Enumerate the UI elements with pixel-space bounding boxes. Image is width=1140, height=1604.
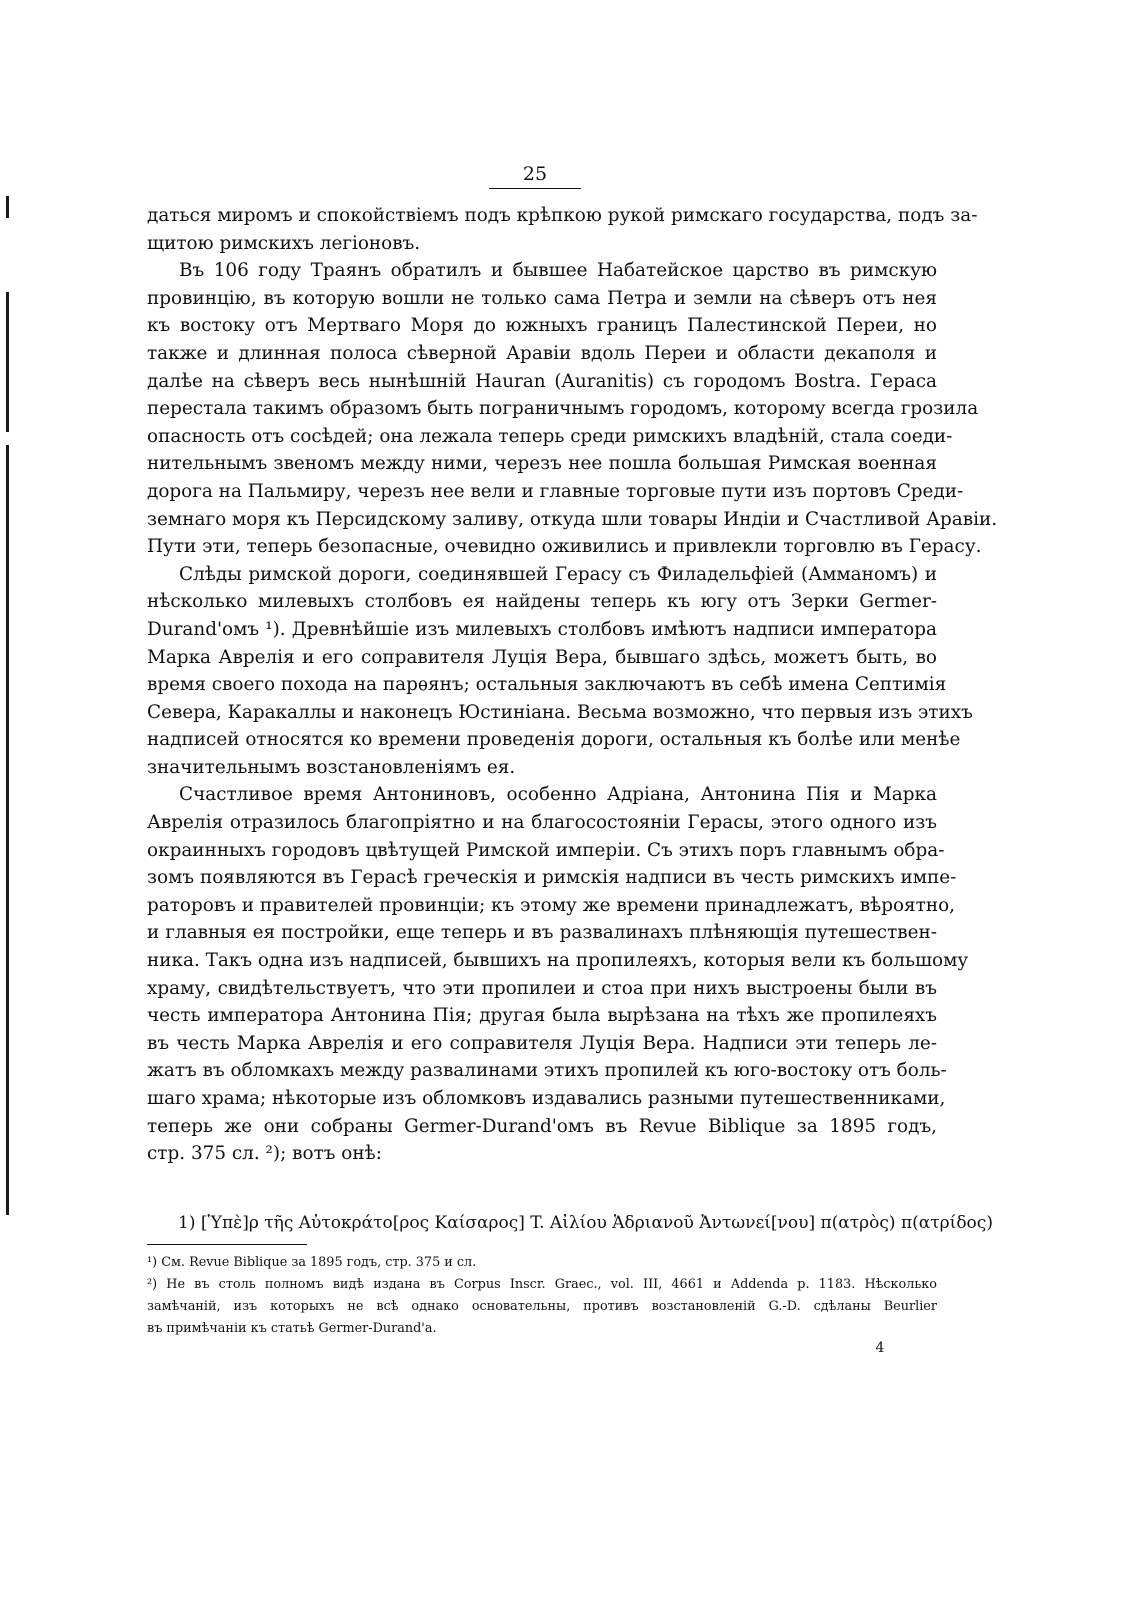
text-line: Счастливое время Антониновъ, особенно Адріана, Антонина Пія и Марка bbox=[179, 784, 937, 806]
scan-edge-mark bbox=[6, 292, 9, 432]
paragraph bbox=[147, 781, 969, 1167]
text-line: раторовъ и правителей провинціи; къ этому же времени принадлежатъ, вѣроятно, bbox=[147, 894, 955, 916]
footnotes bbox=[147, 1252, 937, 1340]
text-line: шаго храма; нѣкоторые изъ обломковъ издавались разными путешественниками, bbox=[147, 1088, 946, 1109]
text-line: опасность отъ сосѣдей; она лежала теперь среди римскихъ владѣній, стала соеди- bbox=[147, 425, 953, 447]
text-line: щитою римскихъ легіоновъ. bbox=[147, 232, 421, 254]
text-line: Севера, Каракаллы и наконецъ Юстиніана. Весьма возможно, что первыя изъ этихъ bbox=[147, 701, 973, 723]
text-line: теперь же они собраны Germer-Durand'омъ въ Revue Biblique за 1895 годъ, bbox=[147, 1115, 937, 1137]
footnote-rule bbox=[147, 1244, 307, 1245]
text-line: далѣе на сѣверъ весь нынѣшній Hauran (Auranitis) съ городомъ Bostra. Гераса bbox=[147, 370, 937, 392]
text-line: значительнымъ возстановленіямъ ея. bbox=[147, 756, 516, 778]
text-line: Аврелія отразилось благопріятно и на благосостояніи Герасы, этого одного изъ bbox=[147, 812, 937, 834]
text-line: и главныя ея постройки, еще теперь и въ развалинахъ плѣняющія путешествен- bbox=[147, 922, 937, 944]
main-text bbox=[147, 202, 998, 1168]
text-line: Марка Аврелія и его соправителя Луція Вера, бывшаго здѣсь, можетъ быть, во bbox=[147, 646, 937, 668]
page-number-rule bbox=[489, 188, 581, 189]
text-line: Въ 106 году Траянъ обратилъ и бывшее Набатейское царство въ римскую bbox=[179, 260, 937, 282]
text-line: въ честь Марка Аврелія и его соправителя Луція Вера. Надписи эти теперь ле- bbox=[147, 1032, 937, 1054]
footnote-line: въ примѣчаніи къ статьѣ Germer-Durand'а. bbox=[147, 1321, 437, 1336]
text-line: ника. Такъ одна изъ надписей, бывшихъ на пропилеяхъ, которыя вели къ большому bbox=[147, 950, 969, 972]
text-line: жатъ въ обломкахъ между развалинами этихъ пропилей къ юго-востоку отъ боль- bbox=[147, 1060, 947, 1082]
text-line: перестала такимъ образомъ быть пограничнымъ городомъ, которому всегда грозила bbox=[147, 398, 979, 420]
page-number: 25 bbox=[522, 163, 548, 185]
scan-edge-mark bbox=[6, 445, 9, 1215]
text-line: дорога на Пальмиру, черезъ нее вели и главные торговые пути изъ портовъ Среди- bbox=[147, 480, 964, 502]
paragraph bbox=[147, 561, 973, 782]
text-line: Слѣды римской дороги, соединявшей Герасу съ Филадельфіей (Амманомъ) и bbox=[179, 563, 937, 585]
text-line: Durand'омъ ¹). Древнѣйшіе изъ милевыхъ столбовъ имѣютъ надписи императора bbox=[147, 618, 937, 640]
text-line: даться миромъ и спокойствіемъ подъ крѣпкою рукой римскаго государства, подъ за- bbox=[147, 205, 978, 226]
paragraph bbox=[147, 202, 978, 257]
paragraph bbox=[147, 257, 998, 561]
greek-inscription: 1) [Ὑπὲ]ρ τῆς Αὐτοκράτο[ρος Καίσαρος] T. Αἰλίου Ἁδριανοῦ Ἀντωνεί[νου] π(ατρὸς) π(ατρίδος) bbox=[178, 1213, 993, 1233]
text-line: нѣсколько милевыхъ столбовъ ея найдены теперь къ югу отъ Зерки Germer- bbox=[147, 591, 937, 613]
text-line: окраинныхъ городовъ цвѣтущей Римской имперіи. Съ этихъ поръ главнымъ обра- bbox=[147, 839, 945, 861]
text-line: зомъ появляются въ Герасѣ греческія и римскія надписи въ честь римскихъ импе- bbox=[147, 867, 957, 889]
footnote-line: ²) Не въ столь полномъ видѣ издана въ Corpus Inscr. Graec., vol. III, 4661 и Addenda p. 1183. Нѣсколько bbox=[147, 1277, 937, 1292]
text-line: время своего похода на парѳянъ; остальныя заключаютъ въ себѣ имена Септимія bbox=[147, 674, 947, 696]
footnote-line: замѣчаній, изъ которыхъ не всѣ однако основательны, противъ возстановленій G.-D. сдѣланы Beurlier bbox=[147, 1299, 937, 1314]
text-line: стр. 375 сл. ²); вотъ онѣ: bbox=[147, 1143, 382, 1165]
text-line: къ востоку отъ Мертваго Моря до южныхъ границъ Палестинской Переи, но bbox=[147, 315, 937, 337]
text-line: земнаго моря къ Персидскому заливу, откуда шли товары Индіи и Счастливой Аравіи. bbox=[147, 508, 998, 530]
text-line: Пути эти, теперь безопасные, очевидно оживились и привлекли торговлю въ Герасу. bbox=[147, 536, 982, 558]
text-line: храму, свидѣтельствуетъ, что эти пропилеи и стоа при нихъ выстроены были въ bbox=[147, 977, 937, 999]
text-line: честь императора Антонина Пія; другая была вырѣзана на тѣхъ же пропилеяхъ bbox=[147, 1005, 937, 1027]
text-line: надписей относятся ко времени проведенія дороги, остальныя къ болѣе или менѣе bbox=[147, 729, 961, 751]
printer-signature-mark: 4 bbox=[875, 1340, 885, 1356]
text-line: нительнымъ звеномъ между ними, черезъ нее пошла большая Римская военная bbox=[147, 453, 937, 475]
text-line: провинцію, въ которую вошли не только сама Петра и земли на сѣверъ отъ нея bbox=[147, 287, 937, 309]
text-line: также и длинная полоса сѣверной Аравіи вдоль Переи и области декаполя и bbox=[147, 342, 937, 364]
footnote-line: ¹) См. Revue Biblique за 1895 годъ, стр. 375 и сл. bbox=[147, 1255, 477, 1270]
scan-edge-mark bbox=[6, 196, 9, 218]
